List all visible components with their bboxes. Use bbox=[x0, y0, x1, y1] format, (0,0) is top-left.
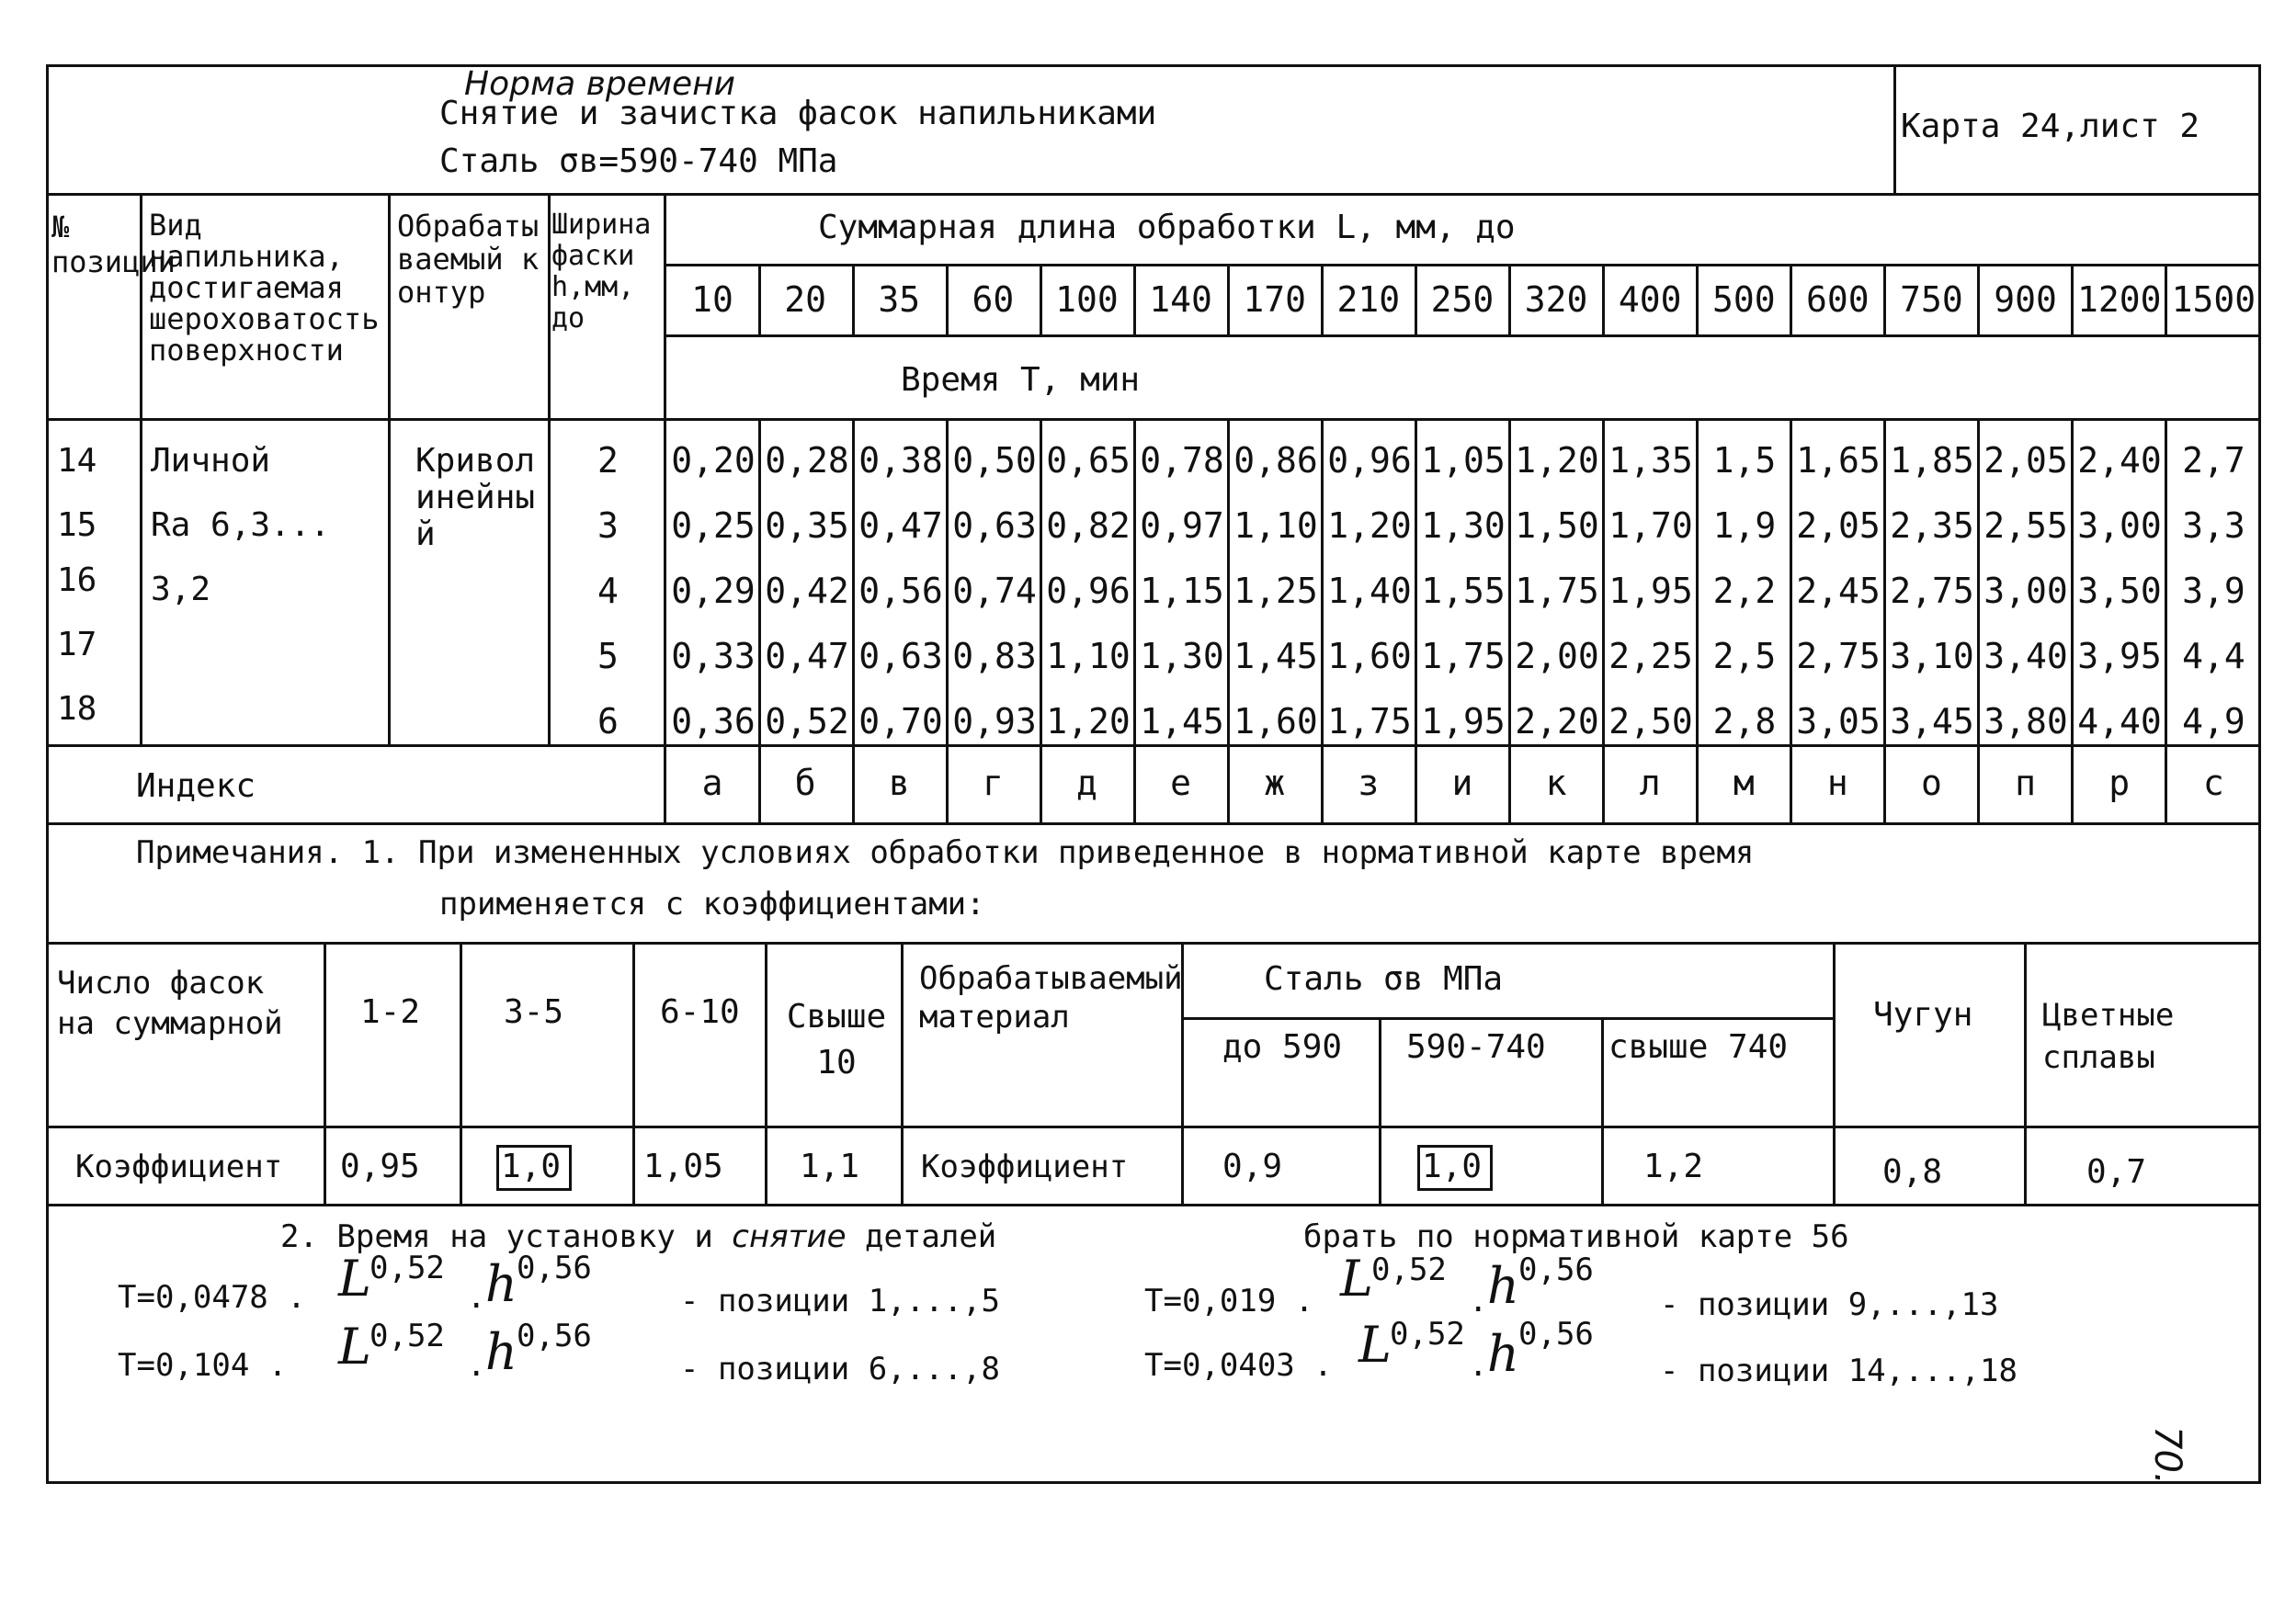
length-cell: 210 bbox=[1336, 278, 1401, 320]
coef-cell: 1,1 bbox=[800, 1148, 860, 1185]
length-cell: 750 bbox=[1900, 278, 1963, 320]
index-cell: г bbox=[982, 762, 1004, 803]
time-cell: 1,75 bbox=[1327, 700, 1412, 742]
time-cell: 3,00 bbox=[2077, 504, 2162, 546]
rule-length-values bbox=[664, 334, 2261, 337]
index-cell: д bbox=[1076, 762, 1097, 803]
rule-header bbox=[46, 193, 2261, 196]
index-cell: ж bbox=[1264, 762, 1286, 803]
width-cell: 5 bbox=[597, 635, 619, 676]
note1-line2: применяется с коэффициентами: bbox=[439, 886, 985, 923]
time-cell: 4,4 bbox=[2182, 635, 2245, 676]
time-cell: 1,45 bbox=[1233, 635, 1318, 676]
time-cell: 2,45 bbox=[1796, 570, 1881, 611]
coef-cell: 1,2 bbox=[1643, 1148, 1704, 1185]
time-cell: 0,47 bbox=[765, 635, 849, 676]
cast-iron-label: Чугун bbox=[1873, 996, 1973, 1034]
note2-part-a: 2. Время на установку и bbox=[280, 1218, 713, 1255]
time-cell: 3,3 bbox=[2182, 504, 2245, 546]
grid-line bbox=[946, 264, 949, 335]
time-cell: 1,10 bbox=[1046, 635, 1131, 676]
range-cell: 6-10 bbox=[660, 993, 740, 1031]
length-symbol: L bbox=[338, 1318, 371, 1376]
time-cell: 0,83 bbox=[952, 635, 1037, 676]
time-cell: 3,9 bbox=[2182, 570, 2245, 611]
grid-line bbox=[1379, 1017, 1381, 1204]
coef-cell: 0,9 bbox=[1222, 1148, 1283, 1185]
grid-line bbox=[1415, 264, 1417, 335]
time-cell: 0,96 bbox=[1327, 439, 1412, 481]
time-cell: 2,00 bbox=[1515, 635, 1599, 676]
grid-line bbox=[765, 942, 767, 1204]
position-cell: 18 bbox=[57, 690, 97, 728]
col-line-type bbox=[388, 193, 391, 744]
time-cell: 2,55 bbox=[1983, 504, 2068, 546]
length-cell: 600 bbox=[1806, 278, 1870, 320]
time-cell: 0,50 bbox=[952, 439, 1037, 481]
time-cell: 1,9 bbox=[1712, 504, 1777, 546]
roughness-cell: Ra 6,3... bbox=[151, 506, 331, 544]
formula-coefficient: T=0,019 . bbox=[1144, 1283, 1314, 1319]
time-cell: 0,70 bbox=[858, 700, 943, 742]
header-pos: № позиции bbox=[51, 209, 176, 279]
rule-coef-top bbox=[46, 942, 2261, 945]
time-cell: 0,20 bbox=[671, 439, 756, 481]
formula-coefficient: T=0,0403 . bbox=[1144, 1347, 1333, 1384]
time-cell: 2,05 bbox=[1983, 439, 2068, 481]
time-cell: 3,50 bbox=[2077, 570, 2162, 611]
coef-cell: 0,8 bbox=[1882, 1153, 1943, 1191]
time-cell: 0,29 bbox=[671, 570, 756, 611]
time-cell: 3,10 bbox=[1890, 635, 1974, 676]
length-cell: 500 bbox=[1711, 278, 1776, 320]
length-cell: 100 bbox=[1055, 278, 1119, 320]
rule-steel-sub bbox=[1181, 1017, 1833, 1020]
formula-positions: - позиции 6,...,8 bbox=[680, 1351, 1000, 1387]
width-cell: 3 bbox=[597, 504, 619, 546]
time-cell: 0,35 bbox=[765, 504, 849, 546]
index-cell: с bbox=[2202, 762, 2224, 803]
time-cell: 1,40 bbox=[1327, 570, 1412, 611]
time-cell: 1,55 bbox=[1421, 570, 1506, 611]
time-cell: 2,75 bbox=[1796, 635, 1881, 676]
grid-line bbox=[1977, 264, 1980, 335]
width-symbol: h bbox=[1487, 1257, 1519, 1315]
material-label: Обрабатываемый материал bbox=[919, 960, 1183, 1036]
formula-exponent: 0,56 bbox=[517, 1250, 592, 1286]
grid-line bbox=[1133, 264, 1136, 335]
grid-line bbox=[1790, 264, 1792, 335]
grid-line bbox=[758, 264, 761, 335]
nonferrous-label: Цветные сплавы bbox=[2042, 997, 2175, 1076]
time-cell: 1,75 bbox=[1515, 570, 1599, 611]
grid-line bbox=[324, 942, 326, 1204]
header-contour: Обрабатываемый контур bbox=[397, 209, 540, 310]
length-cell: 1500 bbox=[2171, 278, 2256, 320]
header-width: Ширина фаски h,мм, до bbox=[551, 209, 652, 334]
time-cell: 1,50 bbox=[1515, 504, 1599, 546]
time-cell: 3,05 bbox=[1796, 700, 1881, 742]
length-cell: 400 bbox=[1618, 278, 1682, 320]
rule-index-top bbox=[46, 744, 2261, 747]
width-cell: 6 bbox=[597, 700, 619, 742]
length-symbol: L bbox=[1358, 1316, 1392, 1374]
note2-reference: брать по нормативной карте 56 bbox=[1303, 1218, 1849, 1255]
position-cell: 15 bbox=[57, 506, 97, 544]
handwritten-note: Норма времени bbox=[464, 65, 736, 103]
grid-line bbox=[2024, 942, 2027, 1204]
length-cell: 250 bbox=[1430, 278, 1495, 320]
time-cell: 3,80 bbox=[1983, 700, 2068, 742]
index-cell: в bbox=[888, 762, 910, 803]
rule-table-head bbox=[46, 418, 2261, 421]
grid-line bbox=[1883, 264, 1886, 335]
grid-line bbox=[460, 942, 462, 1204]
coef-label: Коэффициент bbox=[75, 1149, 283, 1185]
grid-line bbox=[1321, 264, 1324, 335]
header-length: Суммарная длина обработки L, мм, до bbox=[818, 209, 1516, 246]
formula-exponent: 0,52 bbox=[1390, 1316, 1465, 1353]
index-cell: к bbox=[1545, 762, 1567, 803]
range-cell: 1-2 bbox=[360, 993, 421, 1031]
length-cell: 140 bbox=[1149, 278, 1212, 320]
time-cell: 1,30 bbox=[1421, 504, 1506, 546]
time-cell: 1,20 bbox=[1327, 504, 1412, 546]
time-cell: 0,78 bbox=[1140, 439, 1224, 481]
time-cell: 1,25 bbox=[1233, 570, 1318, 611]
coef-label: Коэффициент bbox=[921, 1149, 1129, 1185]
time-cell: 1,10 bbox=[1233, 504, 1318, 546]
page-number: 70. bbox=[2146, 1426, 2188, 1485]
note1-line1: Примечания. 1. При измененных условиях обработки приведенное в нормативной карте время bbox=[136, 834, 1755, 871]
length-cell: 320 bbox=[1524, 278, 1588, 320]
formula-coefficient: T=0,0478 . bbox=[118, 1279, 306, 1316]
time-cell: 1,20 bbox=[1046, 700, 1131, 742]
index-cell: м bbox=[1733, 762, 1755, 803]
time-cell: 2,75 bbox=[1890, 570, 1974, 611]
time-cell: 3,45 bbox=[1890, 700, 1974, 742]
coef-cell: 0,7 bbox=[2086, 1153, 2147, 1191]
time-cell: 1,35 bbox=[1608, 439, 1693, 481]
time-cell: 2,5 bbox=[1712, 635, 1777, 676]
length-symbol: L bbox=[1340, 1250, 1373, 1308]
grid-line bbox=[1508, 264, 1511, 335]
time-cell: 1,85 bbox=[1890, 439, 1974, 481]
page-subtitle: Сталь σв=590-740 МПа bbox=[439, 142, 838, 180]
time-cell: 1,30 bbox=[1140, 635, 1224, 676]
grid-line bbox=[2165, 264, 2167, 335]
time-cell: 0,42 bbox=[765, 570, 849, 611]
time-cell: 0,74 bbox=[952, 570, 1037, 611]
time-cell: 0,28 bbox=[765, 439, 849, 481]
length-cell: 35 bbox=[878, 278, 921, 320]
time-cell: 0,56 bbox=[858, 570, 943, 611]
index-cell: з bbox=[1358, 762, 1380, 803]
dot-separator: . bbox=[1469, 1347, 1488, 1384]
time-cell: 1,05 bbox=[1421, 439, 1506, 481]
formula-exponent: 0,56 bbox=[517, 1318, 592, 1354]
time-cell: 0,65 bbox=[1046, 439, 1131, 481]
table-row bbox=[550, 558, 2261, 623]
length-cell: 20 bbox=[784, 278, 827, 320]
time-cell: 2,7 bbox=[2182, 439, 2245, 481]
length-symbol: L bbox=[338, 1250, 371, 1308]
time-table bbox=[550, 427, 2261, 753]
note2-handwritten: снятие bbox=[732, 1218, 847, 1255]
length-cell: 60 bbox=[972, 278, 1015, 320]
width-symbol: h bbox=[1487, 1325, 1519, 1383]
time-cell: 1,5 bbox=[1712, 439, 1777, 481]
time-cell: 2,50 bbox=[1608, 700, 1693, 742]
time-cell: 0,63 bbox=[952, 504, 1037, 546]
time-cell: 1,95 bbox=[1608, 570, 1693, 611]
index-cell: о bbox=[1921, 762, 1942, 803]
formula-exponent: 0,56 bbox=[1518, 1316, 1594, 1353]
time-cell: 4,9 bbox=[2182, 700, 2245, 742]
formula-positions: - позиции 9,...,13 bbox=[1660, 1286, 1999, 1323]
time-cell: 0,47 bbox=[858, 504, 943, 546]
time-cell: 0,86 bbox=[1233, 439, 1318, 481]
formula-positions: - позиции 14,...,18 bbox=[1660, 1353, 2018, 1389]
rule-coef-values bbox=[46, 1126, 2261, 1128]
length-cell: 170 bbox=[1243, 278, 1307, 320]
rule-index-bottom bbox=[46, 822, 2261, 825]
steel-range-cell: свыше 740 bbox=[1608, 1028, 1789, 1066]
index-cell: а bbox=[701, 762, 723, 803]
time-cell: 1,60 bbox=[1233, 700, 1318, 742]
time-cell: 0,25 bbox=[671, 504, 756, 546]
grid-line bbox=[1833, 942, 1836, 1204]
formula-exponent: 0,52 bbox=[369, 1318, 445, 1354]
formula-coefficient: T=0,104 . bbox=[118, 1347, 288, 1384]
index-cell: н bbox=[1826, 762, 1848, 803]
grid-line bbox=[1040, 264, 1042, 335]
index-row bbox=[666, 750, 2261, 815]
index-cell: б bbox=[794, 762, 816, 803]
rule-coef-bottom bbox=[46, 1204, 2261, 1206]
grid-line bbox=[2071, 264, 2074, 335]
table-row bbox=[550, 493, 2261, 558]
grid-line bbox=[1602, 264, 1605, 335]
index-cell: и bbox=[1451, 762, 1473, 803]
table-row bbox=[550, 623, 2261, 688]
header-time: Время Т, мин bbox=[901, 361, 1141, 399]
coef-cell: 1,05 bbox=[643, 1148, 723, 1185]
dot-separator: . bbox=[467, 1347, 486, 1384]
coef-cell: 1,0 bbox=[501, 1148, 562, 1185]
card-label: Карта 24,лист 2 bbox=[1901, 108, 2200, 145]
index-cell: п bbox=[2015, 762, 2037, 803]
length-cell: 900 bbox=[1994, 278, 2057, 320]
header-divider bbox=[1893, 64, 1896, 193]
time-cell: 0,33 bbox=[671, 635, 756, 676]
length-cell: 1200 bbox=[2076, 278, 2162, 320]
index-label: Индекс bbox=[136, 767, 256, 805]
time-cell: 2,25 bbox=[1608, 635, 1693, 676]
chamfers-label: Число фасок на суммарной bbox=[57, 965, 283, 1042]
time-cell: 1,15 bbox=[1140, 570, 1224, 611]
time-cell: 0,97 bbox=[1140, 504, 1224, 546]
index-cell: е bbox=[1170, 762, 1192, 803]
steel-label: Сталь σв МПа bbox=[1264, 960, 1504, 998]
time-cell: 0,36 bbox=[671, 700, 756, 742]
note2-part-b: деталей bbox=[864, 1218, 997, 1255]
contour-cell: Криволинейный bbox=[415, 442, 536, 553]
position-cell: 17 bbox=[57, 626, 97, 663]
grid-line bbox=[1696, 264, 1699, 335]
time-cell: 0,38 bbox=[858, 439, 943, 481]
file-type-cell: Личной bbox=[151, 442, 271, 480]
time-cell: 0,63 bbox=[858, 635, 943, 676]
formula-exponent: 0,56 bbox=[1518, 1251, 1594, 1288]
position-cell: 16 bbox=[57, 561, 97, 599]
length-header-row bbox=[666, 266, 2261, 332]
time-cell: 1,70 bbox=[1608, 504, 1693, 546]
time-cell: 1,20 bbox=[1515, 439, 1599, 481]
time-cell: 1,45 bbox=[1140, 700, 1224, 742]
coef-cell: 1,0 bbox=[1422, 1148, 1483, 1185]
formula-exponent: 0,52 bbox=[1371, 1251, 1447, 1288]
time-cell: 2,20 bbox=[1515, 700, 1599, 742]
grid-line bbox=[901, 942, 904, 1204]
page-title: Снятие и зачистка фасок напильниками bbox=[439, 95, 1157, 132]
time-cell: 3,00 bbox=[1983, 570, 2068, 611]
length-cell: 10 bbox=[691, 278, 733, 320]
width-symbol: h bbox=[485, 1255, 517, 1313]
grid-line bbox=[1601, 1017, 1604, 1204]
time-cell: 1,95 bbox=[1421, 700, 1506, 742]
time-cell: 1,65 bbox=[1796, 439, 1881, 481]
time-cell: 0,96 bbox=[1046, 570, 1131, 611]
grid-line bbox=[852, 264, 855, 335]
roughness-cell: 3,2 bbox=[151, 571, 211, 608]
grid-line bbox=[1227, 264, 1230, 335]
time-cell: 0,82 bbox=[1046, 504, 1131, 546]
time-cell: 0,93 bbox=[952, 700, 1037, 742]
formula-exponent: 0,52 bbox=[369, 1250, 445, 1286]
formula-positions: - позиции 1,...,5 bbox=[680, 1283, 1000, 1319]
range-cell: Свыше 10 bbox=[786, 998, 887, 1081]
time-cell: 2,2 bbox=[1712, 570, 1777, 611]
time-cell: 4,40 bbox=[2077, 700, 2162, 742]
width-symbol: h bbox=[485, 1323, 517, 1381]
dot-separator: . bbox=[1469, 1283, 1488, 1319]
steel-range-cell: 590-740 bbox=[1406, 1028, 1546, 1066]
coef-cell: 0,95 bbox=[340, 1148, 420, 1185]
width-cell: 2 bbox=[597, 439, 619, 481]
time-cell: 3,95 bbox=[2077, 635, 2162, 676]
grid-line bbox=[632, 942, 635, 1204]
header-file-type: Вид напильника, достигаемая шероховатость поверхности bbox=[149, 208, 380, 368]
time-cell: 3,40 bbox=[1983, 635, 2068, 676]
range-cell: 3-5 bbox=[504, 993, 564, 1031]
time-cell: 2,40 bbox=[2077, 439, 2162, 481]
time-cell: 1,75 bbox=[1421, 635, 1506, 676]
time-cell: 2,35 bbox=[1890, 504, 1974, 546]
time-cell: 0,52 bbox=[765, 700, 849, 742]
index-cell: р bbox=[2108, 762, 2131, 803]
dot-separator: . bbox=[467, 1279, 486, 1316]
width-cell: 4 bbox=[597, 570, 619, 611]
time-cell: 2,8 bbox=[1712, 700, 1777, 742]
index-cell: л bbox=[1639, 762, 1661, 803]
steel-range-cell: до 590 bbox=[1222, 1028, 1343, 1066]
time-cell: 1,60 bbox=[1327, 635, 1412, 676]
table-row bbox=[550, 427, 2261, 493]
position-cell: 14 bbox=[57, 442, 97, 480]
time-cell: 2,05 bbox=[1796, 504, 1881, 546]
